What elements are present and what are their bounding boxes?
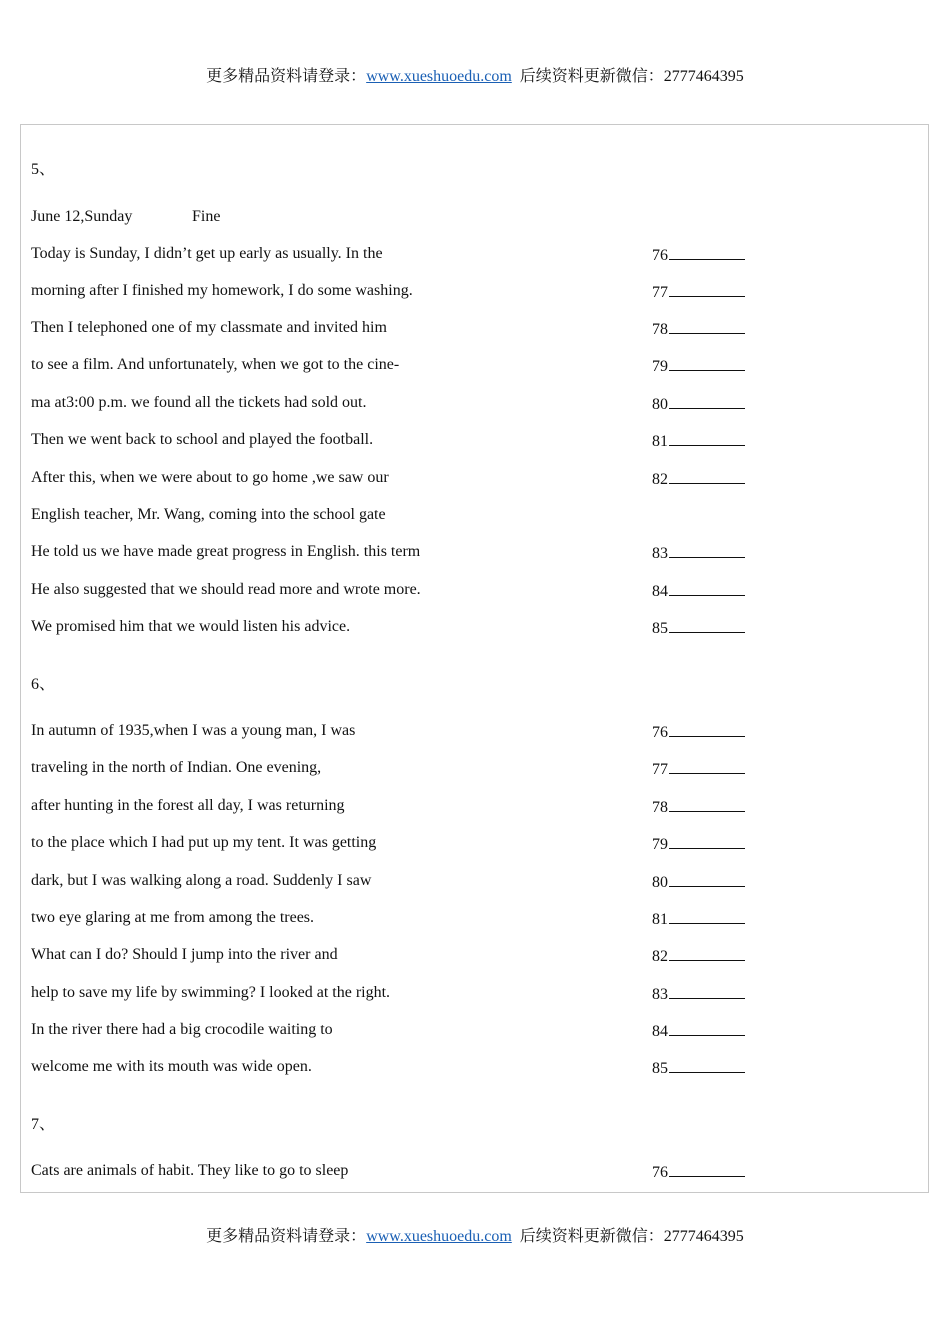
answer-field[interactable] <box>652 1019 745 1043</box>
line-text: two eye glaring at me from among the trees. <box>31 909 315 926</box>
line-text: In the river there had a big crocodile waiting to <box>31 1021 333 1038</box>
answer-field[interactable] <box>652 795 745 819</box>
header-banner <box>0 67 950 87</box>
text-line <box>31 944 911 966</box>
answer-field[interactable] <box>652 1056 745 1080</box>
answer-blank[interactable] <box>669 907 745 924</box>
line-text: welcome me with its mouth was wide open. <box>31 1058 312 1075</box>
answer-field[interactable] <box>652 243 745 267</box>
question-number: 84 <box>652 583 668 600</box>
line-text: to the place which I had put up my tent. It was getting <box>31 834 377 851</box>
answer-blank[interactable] <box>669 982 745 999</box>
question-number: 78 <box>652 321 668 338</box>
question-number: 85 <box>652 1060 668 1077</box>
footer-banner <box>0 1227 950 1247</box>
question-number: 79 <box>652 836 668 853</box>
section-number: 5、 <box>31 161 56 178</box>
answer-field[interactable] <box>652 982 745 1006</box>
answer-blank[interactable] <box>669 467 745 484</box>
answer-blank[interactable] <box>669 1160 745 1177</box>
line-text: help to save my life by swimming? I looked at the right. <box>31 984 391 1001</box>
line-text: dark, but I was walking along a road. Suddenly I saw <box>31 872 372 889</box>
diary-weather: Fine <box>192 208 221 225</box>
answer-field[interactable] <box>652 317 745 341</box>
answer-blank[interactable] <box>669 1019 745 1036</box>
line-text: We promised him that we would listen his advice. <box>31 618 351 635</box>
answer-blank[interactable] <box>669 757 745 774</box>
line-text: Then I telephoned one of my classmate and invited him <box>31 319 387 336</box>
answer-field[interactable] <box>652 870 745 894</box>
line-text: Today is Sunday, I didn’t get up early as usually. In the <box>31 245 383 262</box>
answer-blank[interactable] <box>669 317 745 334</box>
text-line <box>31 1056 911 1078</box>
answer-field[interactable] <box>652 429 745 453</box>
answer-field[interactable] <box>652 354 745 378</box>
answer-blank[interactable] <box>669 616 745 633</box>
text-line <box>31 280 911 302</box>
question-number: 82 <box>652 471 668 488</box>
line-text: In autumn of 1935,when I was a young man, I was <box>31 722 356 739</box>
answer-blank[interactable] <box>669 720 745 737</box>
line-text: morning after I finished my homework, I do some washing. <box>31 282 413 299</box>
question-number: 81 <box>652 911 668 928</box>
text-line <box>31 795 911 817</box>
question-number: 80 <box>652 396 668 413</box>
text-line <box>31 870 911 892</box>
answer-field[interactable] <box>652 1160 745 1184</box>
text-line <box>31 1160 911 1182</box>
answer-blank[interactable] <box>669 354 745 371</box>
question-number: 84 <box>652 1023 668 1040</box>
footer-prefix: 更多精品资料请登录： <box>206 1228 367 1245</box>
text-line <box>31 616 911 638</box>
text-line <box>31 579 911 601</box>
text-line <box>31 982 911 1004</box>
line-text: English teacher, Mr. Wang, coming into the school gate <box>31 506 386 523</box>
answer-blank[interactable] <box>669 832 745 849</box>
question-number: 81 <box>652 433 668 450</box>
text-line <box>31 541 911 563</box>
answer-field[interactable] <box>652 280 745 304</box>
question-number: 78 <box>652 799 668 816</box>
text-line <box>31 720 911 742</box>
answer-blank[interactable] <box>669 795 745 812</box>
line-text: to see a film. And unfortunately, when we got to the cine- <box>31 356 400 373</box>
question-number: 83 <box>652 545 668 562</box>
line-text: traveling in the north of Indian. One evening, <box>31 759 322 776</box>
diary-date: June 12,Sunday <box>31 208 133 225</box>
text-line <box>31 467 911 489</box>
line-text: Cats are animals of habit. They like to go to sleep <box>31 1162 349 1179</box>
question-number: 85 <box>652 620 668 637</box>
question-number: 79 <box>652 358 668 375</box>
text-line <box>31 757 911 779</box>
question-number: 76 <box>652 724 668 741</box>
question-number: 82 <box>652 948 668 965</box>
answer-field[interactable] <box>652 579 745 603</box>
text-line <box>31 317 911 339</box>
question-number: 77 <box>652 284 668 301</box>
answer-field[interactable] <box>652 720 745 744</box>
text-line <box>31 1019 911 1041</box>
answer-blank[interactable] <box>669 579 745 596</box>
line-text: What can I do? Should I jump into the river and <box>31 946 338 963</box>
question-number: 76 <box>652 247 668 264</box>
text-line <box>31 504 911 526</box>
line-text: ma at3:00 p.m. we found all the tickets had sold out. <box>31 394 367 411</box>
answer-field[interactable] <box>652 541 745 565</box>
line-text: He told us we have made great progress in English. this term <box>31 543 421 560</box>
text-line <box>31 243 911 265</box>
question-number: 80 <box>652 874 668 891</box>
answer-blank[interactable] <box>669 429 745 446</box>
answer-blank[interactable] <box>669 870 745 887</box>
answer-field[interactable] <box>652 467 745 491</box>
section-number: 7、 <box>31 1116 56 1133</box>
answer-field[interactable] <box>652 392 745 416</box>
question-number: 77 <box>652 761 668 778</box>
line-text: Then we went back to school and played the football. <box>31 431 374 448</box>
footer-site-link[interactable]: www.xueshuoedu.com <box>366 1228 512 1245</box>
exercise-content <box>20 124 929 1193</box>
line-text: After this, when we were about to go home ,we saw our <box>31 469 389 486</box>
line-text: after hunting in the forest all day, I was returning <box>31 797 345 814</box>
header-prefix: 更多精品资料请登录： <box>206 68 367 85</box>
answer-field[interactable] <box>652 757 745 781</box>
question-number: 76 <box>652 1164 668 1181</box>
text-line <box>31 907 911 929</box>
question-number: 83 <box>652 986 668 1003</box>
section-number: 6、 <box>31 676 56 693</box>
answer-field[interactable] <box>652 944 745 968</box>
answer-blank[interactable] <box>669 944 745 961</box>
header-site-link[interactable]: www.xueshuoedu.com <box>366 68 512 85</box>
header-suffix: 后续资料更新微信：2777464395 <box>519 68 744 85</box>
answer-blank[interactable] <box>669 280 745 297</box>
answer-field[interactable] <box>652 832 745 856</box>
diary-date-line <box>31 207 221 227</box>
answer-blank[interactable] <box>669 1056 745 1073</box>
line-text: He also suggested that we should read more and wrote more. <box>31 581 421 598</box>
answer-field[interactable] <box>652 907 745 931</box>
answer-blank[interactable] <box>669 392 745 409</box>
text-line <box>31 392 911 414</box>
answer-field[interactable] <box>652 616 745 640</box>
footer-suffix: 后续资料更新微信：2777464395 <box>519 1228 744 1245</box>
text-line <box>31 354 911 376</box>
answer-blank[interactable] <box>669 541 745 558</box>
text-line <box>31 832 911 854</box>
text-line <box>31 429 911 451</box>
answer-blank[interactable] <box>669 243 745 260</box>
